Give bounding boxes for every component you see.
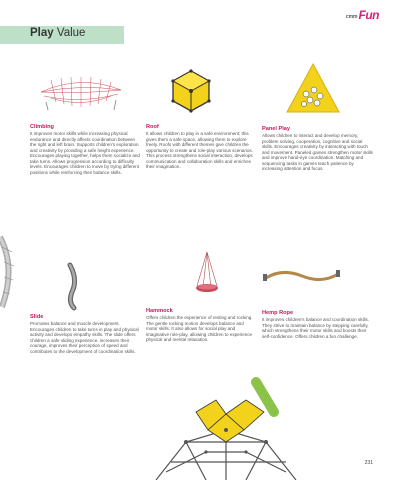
roof-illustration [168, 68, 214, 114]
section-title: Hemp Rope [262, 310, 294, 316]
section-title: Climbing [30, 124, 54, 130]
hammock-illustration [192, 250, 222, 300]
section-title: Roof [146, 124, 159, 130]
section-text: It allows children to play in a safe environment; this gives them a safe space, allowing them to explore freely. Roofs with different themes give children the opportunity to create and role-play various scenarios. This process strengthens social interaction, develops communication and collaboration skills and enriches their imagination. [146, 131, 253, 169]
section-text: Allows children to interact and develop memory, problem solving, cooperation, cognitive and social skills. Encourages creativity by interacting with touch and movement. Paneled games strengthen motor skills and improve hand-eye coordination. Matching and sequencing tasks in games teach patience by increasing attention and focus. [262, 133, 373, 171]
hemp-rope-illustration [262, 264, 342, 290]
brand-prefix: cmm [345, 14, 358, 20]
section-hemp-rope [262, 310, 374, 339]
page-title-bold: Play [30, 27, 54, 39]
section-title: Panel Play [262, 126, 290, 132]
slide-illustration [60, 262, 94, 312]
section-panel-play [262, 126, 374, 172]
section-text: It improves motor skills while increasing physical endurance and directly affects coordination between the right and left brain. Supports children's exploration and creativity by providing a safe height experience. Encourages playing together, helps them socialize and take turns. Allows progression according to difficulty levels. Encourages children to move by trying different positions while reinforcing their balance skills. [30, 131, 140, 175]
climbing-structure-illustration [146, 372, 306, 480]
page-title-light: Value [56, 27, 86, 39]
section-text: Offers children the experience of resting and rocking. The gentle rocking motion develops balance and motor skills. It also allows for social play and imaginative role-play, allowing children to experience physical and mental relaxation. [146, 315, 253, 342]
section-hammock [146, 308, 256, 343]
section-title: Slide [30, 314, 44, 320]
left-edge-equipment-illustration [0, 232, 18, 312]
section-text: Promotes balance and muscle development. Encourages children to take turns in play and physical activity and develops empathy skills. The slide offers children a safe sliding experience, increases their courage, improves their perception of speed and contributes to the development of coordination skills. [30, 321, 139, 354]
brand-logo [346, 8, 379, 22]
brand-name: Fun [358, 8, 379, 22]
section-text: It improves children's balance and coordination skills. They strive to maintain balance by stepping carefully, which strengthens their motor skills and boosts their self-confidence. Offers children a fun challenge. [262, 317, 370, 339]
section-roof [146, 124, 254, 170]
panel-play-illustration [284, 62, 342, 116]
page-number: 231 [364, 460, 373, 466]
section-slide [30, 314, 142, 354]
section-title: Hammock [146, 308, 173, 314]
page-title [30, 27, 85, 39]
section-climbing [30, 124, 142, 175]
climbing-net-illustration [36, 72, 126, 112]
